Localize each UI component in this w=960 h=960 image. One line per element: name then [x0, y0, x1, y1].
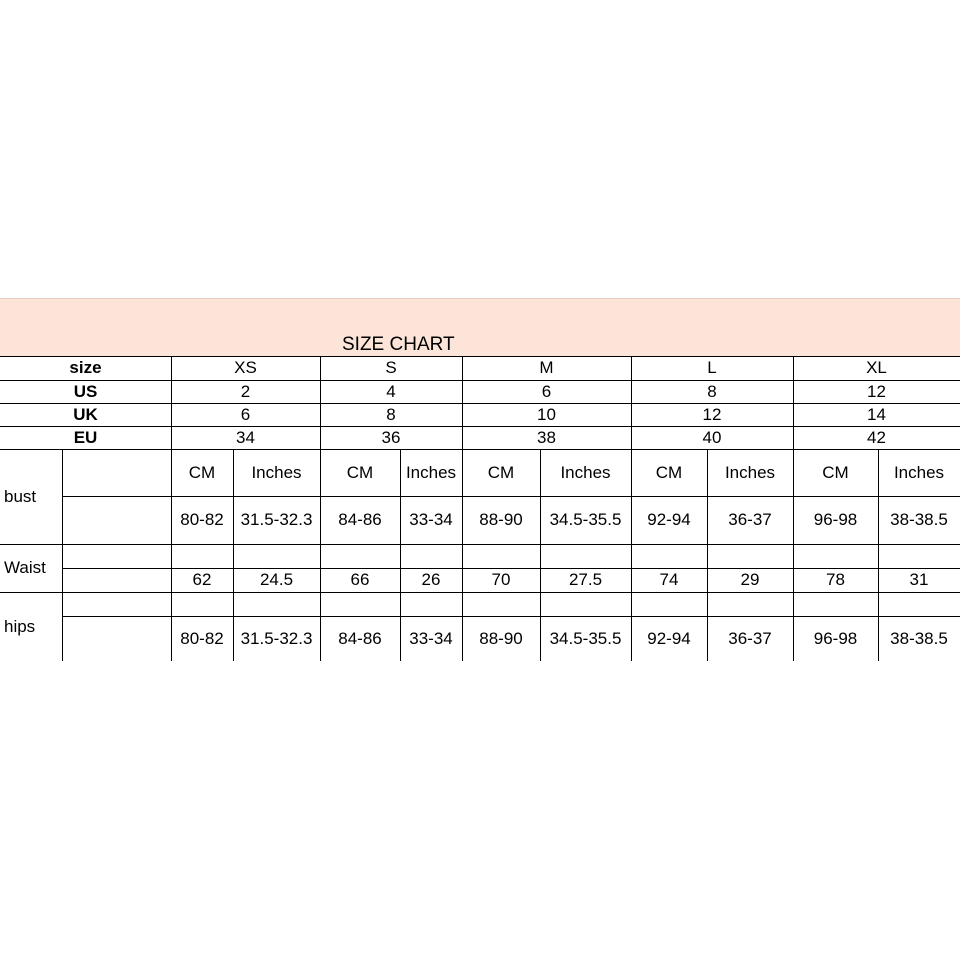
unit-header-cm: CM — [822, 462, 849, 482]
conversion-cell: 42 — [867, 427, 886, 447]
conversion-cell: 2 — [240, 381, 251, 401]
measurement-cm-cell: 96-98 — [813, 510, 858, 529]
measurement-cm-cell: 92-94 — [647, 628, 691, 648]
measurement-inches-cell: 31.5-32.3 — [240, 628, 313, 648]
measurement-inches-cell: 33-34 — [409, 628, 453, 648]
measurement-inches-cell: 38-38.5 — [890, 628, 948, 648]
unit-header-inches: Inches — [893, 462, 945, 482]
conversion-cell: 12 — [867, 381, 886, 401]
measurement-inches-cell: 34.5-35.5 — [549, 628, 622, 648]
unit-header-inches: Inches — [724, 462, 776, 482]
measurement-inches-cell: 31.5-32.3 — [240, 510, 313, 529]
size-row-label: size — [69, 358, 102, 377]
measurement-cm-cell: 96-98 — [813, 628, 858, 648]
unit-header-cm: CM — [346, 462, 374, 482]
conversion-cell: 8 — [707, 381, 717, 401]
size-header-cell: L — [707, 358, 717, 377]
size-header-cell: S — [385, 358, 397, 377]
measurement-cm-cell: 88-90 — [479, 628, 523, 648]
chart-title: SIZE CHART — [342, 334, 455, 355]
unit-header-cm: CM — [487, 462, 515, 482]
measurement-cm-cell: 78 — [826, 570, 845, 589]
row-divider — [0, 592, 960, 593]
size-chart-table — [0, 298, 960, 661]
conversion-cell: 8 — [386, 404, 396, 424]
measurement-row-label: Waist — [4, 558, 46, 577]
conversion-cell: 6 — [240, 404, 251, 424]
chart-header-bar — [0, 298, 960, 356]
size-header-cell: XS — [234, 358, 257, 377]
unit-header-inches: Inches — [251, 462, 302, 482]
measurement-inches-cell: 29 — [740, 570, 760, 589]
column-divider — [62, 449, 63, 661]
conversion-cell: 34 — [236, 427, 255, 447]
measurement-cm-cell: 66 — [350, 570, 370, 589]
conversion-cell: 6 — [541, 381, 552, 401]
measurement-cm-cell: 84-86 — [338, 628, 382, 648]
measurement-inches-cell: 36-37 — [728, 628, 772, 648]
measurement-cm-cell: 62 — [192, 570, 212, 589]
unit-header-inches: Inches — [560, 462, 611, 482]
measurement-inches-cell: 33-34 — [409, 510, 453, 529]
conversion-cell: 10 — [537, 404, 556, 424]
measurement-cm-cell: 92-94 — [647, 510, 691, 529]
measurement-cm-cell: 88-90 — [479, 510, 523, 529]
conversion-cell: 38 — [537, 427, 556, 447]
conversion-row-label: EU — [73, 427, 98, 447]
conversion-row-label: US — [73, 381, 98, 401]
unit-header-cm: CM — [655, 462, 683, 482]
conversion-cell: 4 — [386, 381, 396, 401]
size-header-cell: XL — [866, 358, 887, 377]
measurement-inches-cell: 38-38.5 — [890, 510, 948, 529]
measurement-cm-cell: 80-82 — [180, 628, 224, 648]
measurement-cm-cell: 70 — [491, 570, 511, 589]
measurement-inches-cell: 27.5 — [568, 570, 603, 589]
measurement-row-label: bust — [4, 486, 37, 506]
measurement-inches-cell: 34.5-35.5 — [549, 510, 622, 529]
measurement-inches-cell: 26 — [421, 570, 441, 589]
measurement-row-label: hips — [4, 616, 36, 636]
measurement-cm-cell: 74 — [659, 570, 679, 589]
size-header-cell: M — [539, 358, 554, 377]
row-divider — [0, 544, 960, 545]
measurement-cm-cell: 84-86 — [338, 510, 382, 529]
conversion-cell: 40 — [702, 427, 722, 447]
unit-header-inches: Inches — [405, 462, 457, 482]
measurement-inches-cell: 24.5 — [259, 570, 294, 589]
conversion-row-label: UK — [73, 404, 98, 424]
measurement-inches-cell: 36-37 — [728, 510, 772, 529]
conversion-cell: 14 — [867, 404, 886, 424]
measurement-inches-cell: 31 — [909, 570, 929, 589]
measurement-cm-cell: 80-82 — [180, 510, 224, 529]
unit-header-cm: CM — [188, 462, 216, 482]
conversion-cell: 12 — [702, 404, 722, 424]
conversion-cell: 36 — [381, 427, 401, 447]
